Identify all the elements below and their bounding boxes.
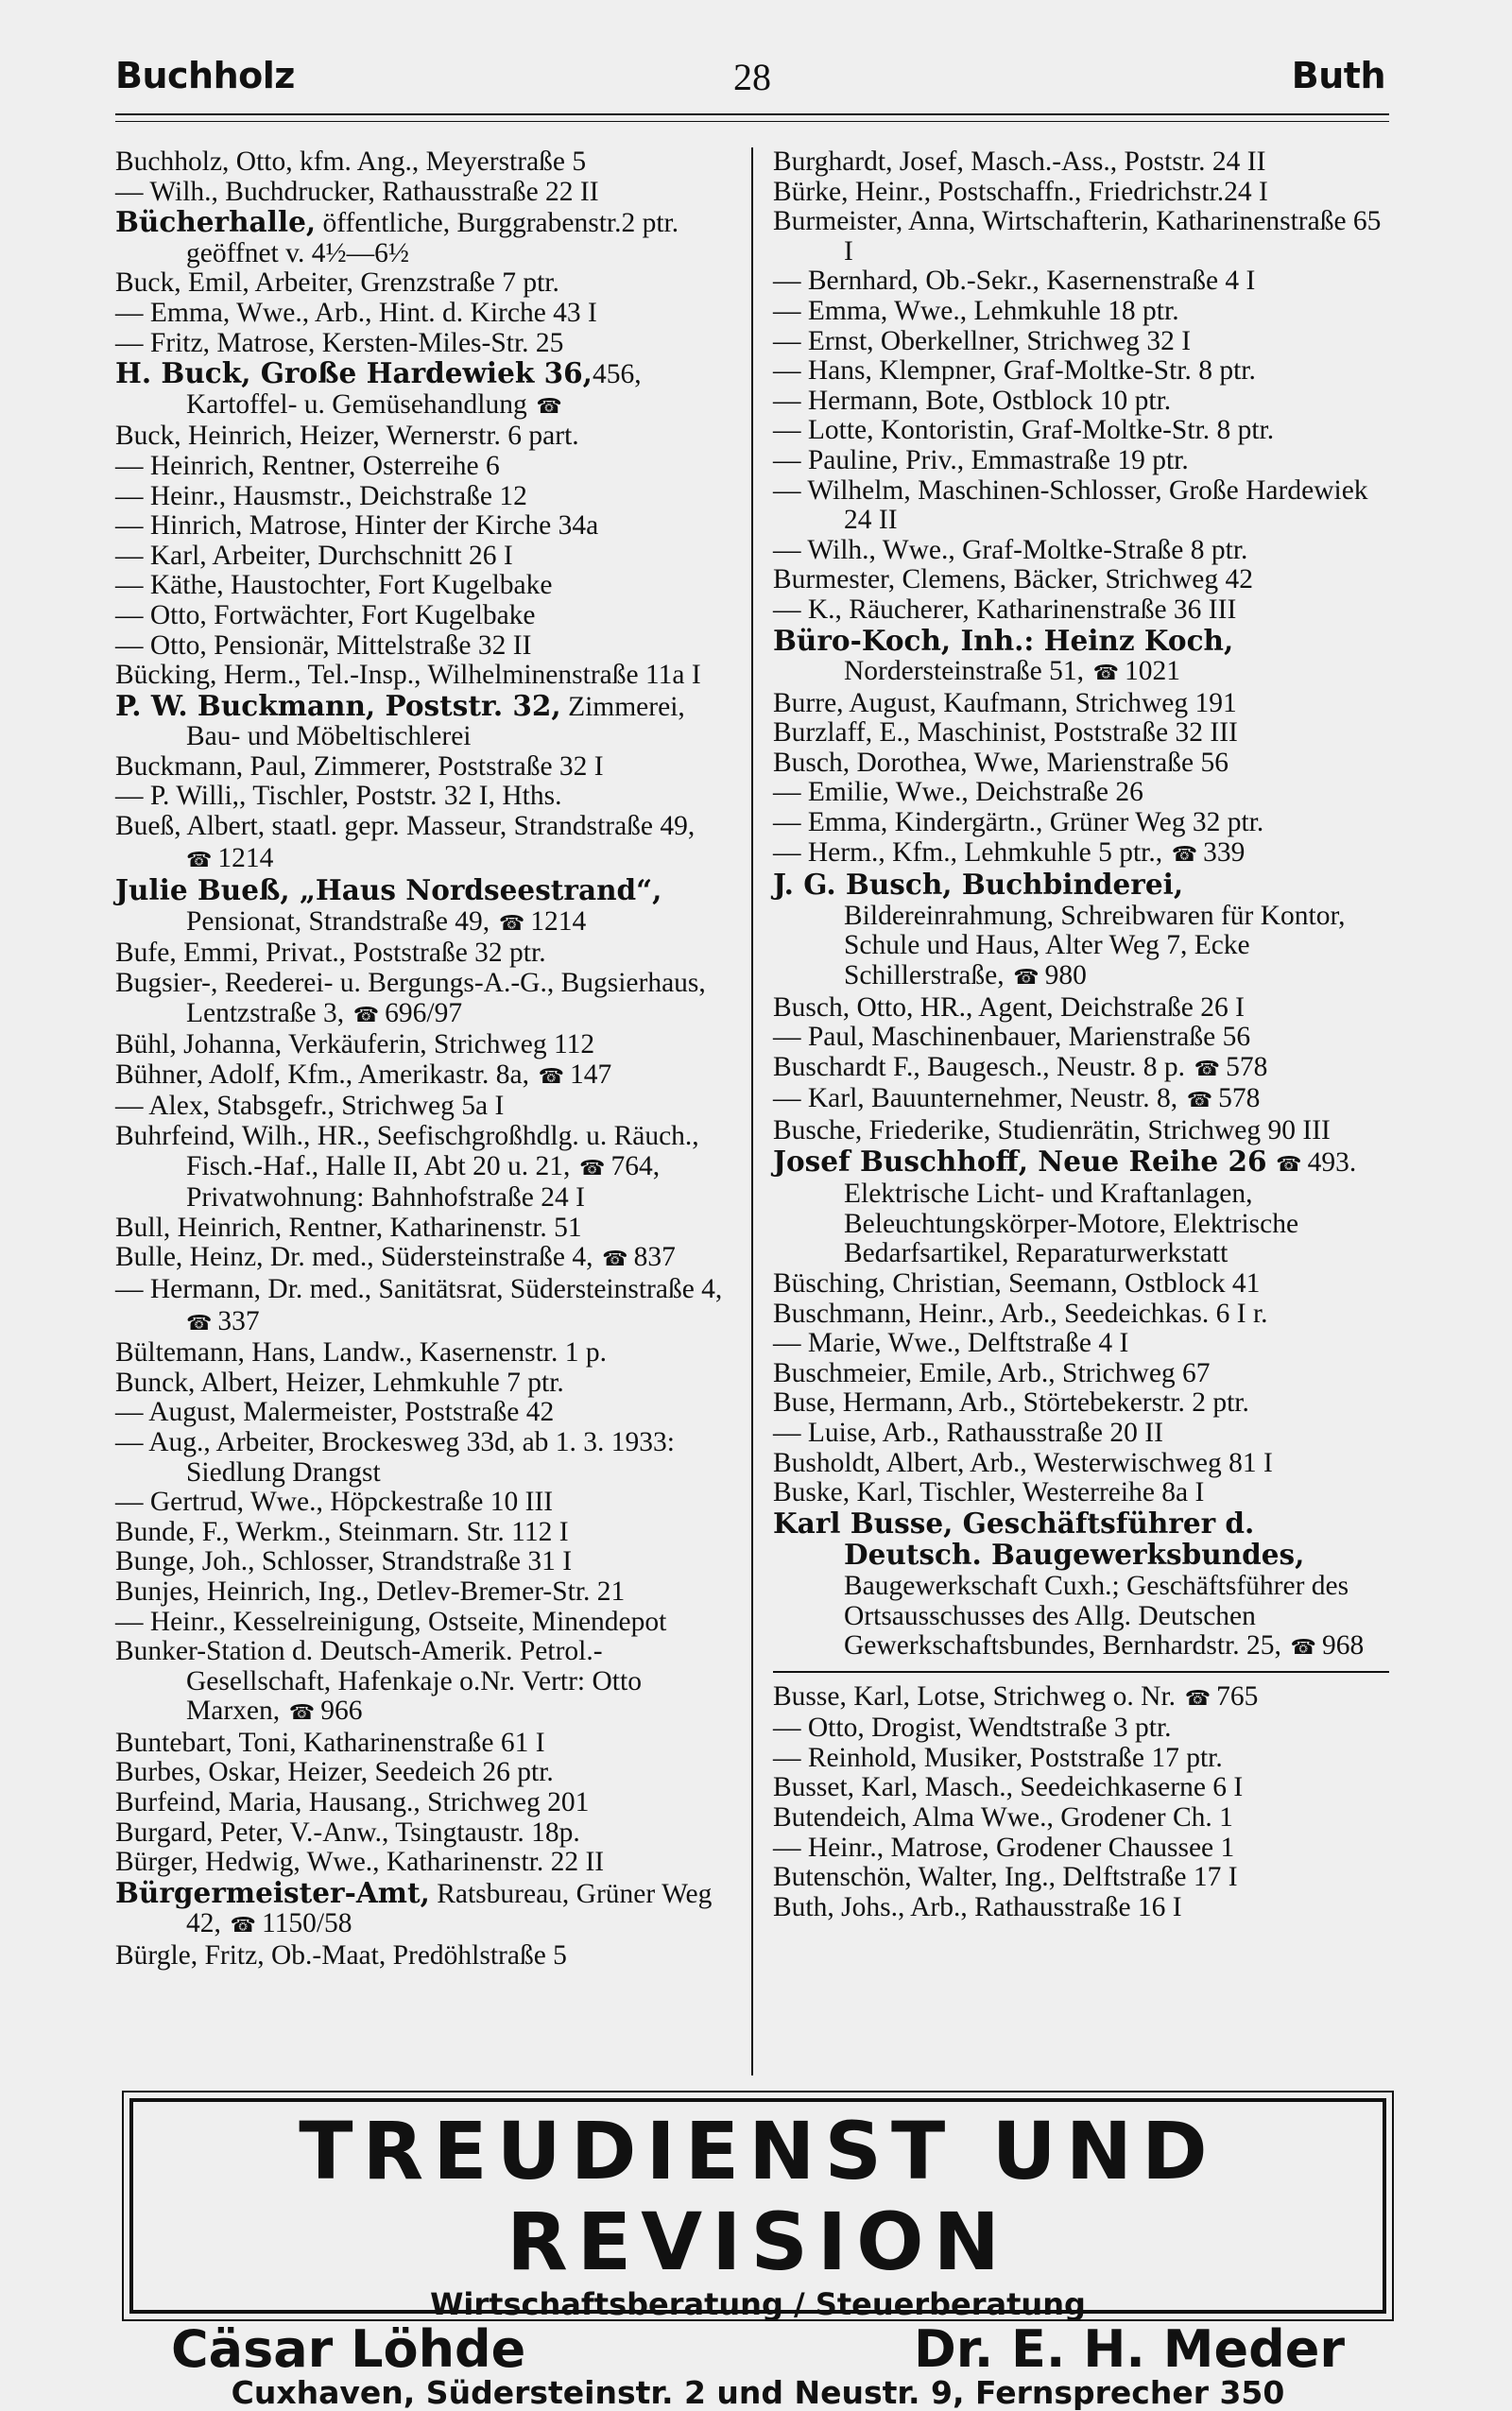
directory-entry — [115, 1214, 728, 1244]
telephone-icon: ☎ — [222, 1914, 256, 1938]
entry-text-after-phone: 966 — [320, 1696, 363, 1727]
telephone-icon: ☎ — [186, 1311, 213, 1335]
directory-entry — [773, 1714, 1389, 1744]
telephone-icon: ☎ — [528, 394, 562, 419]
entry-name: Karl Busse, Geschäftsführer d. Deutsch. Baugewerksbundes, — [773, 1506, 1305, 1572]
entry-text: Bürger, Hedwig, Wwe., Katharinenstr. 22 II — [115, 1847, 605, 1878]
directory-entry — [773, 297, 1389, 327]
entry-text: Burmeister, Anna, Wirtschafterin, Katharinenstraße 65 I — [773, 206, 1382, 267]
telephone-icon: ☎ — [1282, 1636, 1316, 1661]
ad-address: Cuxhaven, Südersteinstr. 2 und Neustr. 9, Fernsprecher 350 — [231, 2374, 1285, 2411]
directory-entry — [773, 446, 1389, 476]
entry-text: Bueß, Albert, staatl. gepr. Masseur, Strandstraße 49, — [115, 811, 696, 842]
entry-text: — Wilhelm, Maschinen-Schlosser, Große Hardewiek 24 II — [773, 474, 1368, 536]
directory-entry — [115, 147, 728, 178]
directory-entry — [115, 1577, 728, 1608]
directory-entry — [115, 1518, 728, 1548]
entry-text: Buck, Emil, Arbeiter, Grenzstraße 7 ptr. — [115, 267, 559, 299]
entry-text: — Otto, Drogist, Wendtstraße 3 ptr. — [773, 1713, 1172, 1744]
directory-entry — [115, 422, 728, 452]
directory-entry — [115, 631, 728, 662]
telephone-icon: ☎ — [1177, 1686, 1211, 1711]
entry-text-after-phone: 1021 — [1125, 656, 1181, 687]
telephone-icon: ☎ — [594, 1248, 628, 1272]
entry-text: — Emma, Wwe., Lehmkuhle 18 ptr. — [773, 295, 1179, 326]
running-head-right: Buth — [1291, 55, 1385, 96]
entry-text-after-phone: 765 — [1216, 1680, 1259, 1712]
entry-text: Bunde, F., Werkm., Steinmarn. Str. 112 I — [115, 1516, 569, 1547]
entry-text: Bücking, Herm., Tel.-Insp., Wilhelminenstraße 11a I — [115, 660, 701, 691]
directory-entry — [773, 416, 1389, 446]
entry-text: Butendeich, Alma Wwe., Grodener Ch. 1 — [773, 1802, 1233, 1834]
entry-text: — Heinrich, Rentner, Osterreihe 6 — [115, 450, 500, 481]
directory-entry — [115, 1488, 728, 1518]
entry-text: Buckmann, Paul, Zimmerer, Poststraße 32 I — [115, 750, 604, 782]
directory-entry — [773, 178, 1389, 208]
entry-text: — August, Malermeister, Poststraße 42 — [115, 1397, 555, 1428]
directory-entry — [773, 870, 1389, 992]
entry-text: — Emilie, Wwe., Deichstraße 26 — [773, 777, 1143, 808]
entry-name: H. Buck, Große Hardewiek 36, — [115, 356, 593, 390]
directory-entry — [115, 1060, 728, 1093]
directory-entry — [115, 601, 728, 631]
directory-entry — [115, 452, 728, 482]
entry-text: Nordersteinstraße 51, — [844, 656, 1084, 687]
directory-entry — [773, 1419, 1389, 1449]
telephone-icon: ☎ — [1179, 1089, 1213, 1113]
entry-text: Pensionat, Strandstraße 49, — [186, 905, 490, 937]
right-column — [773, 147, 1389, 1922]
directory-entry — [773, 808, 1389, 838]
directory-entry — [115, 1788, 728, 1818]
entry-text: — Ernst, Oberkellner, Strichweg 32 I — [773, 325, 1192, 356]
entry-text: Buntebart, Toni, Katharinenstraße 61 I — [115, 1727, 545, 1758]
directory-entry — [115, 299, 728, 329]
entry-text: Bull, Heinrich, Rentner, Katharinenstr. 51 — [115, 1212, 582, 1243]
directory-entry — [115, 358, 728, 422]
entry-text-after-phone: 1150/58 — [261, 1908, 352, 1939]
entry-text: 456, Kartoffel- u. Gemüsehandlung — [186, 359, 642, 420]
telephone-icon: ☎ — [186, 848, 213, 872]
directory-entry — [115, 1637, 728, 1729]
entry-text: — Emma, Wwe., Arb., Hint. d. Kirche 43 I — [115, 297, 597, 328]
directory-entry — [773, 1834, 1389, 1864]
directory-entry — [773, 778, 1389, 808]
directory-entry — [773, 1449, 1389, 1479]
entry-name: Julie Bueß, „Haus Nordseestrand“, — [115, 873, 662, 907]
entry-text: Busch, Dorothea, Wwe, Marienstraße 56 — [773, 747, 1228, 778]
entry-text: Burzlaff, E., Maschinist, Poststraße 32 III — [773, 717, 1238, 749]
ad-name-right: Dr. E. H. Meder — [913, 2319, 1345, 2379]
entry-text: Buse, Hermann, Arb., Störtebekerstr. 2 ptr. — [773, 1387, 1249, 1419]
directory-entry — [773, 689, 1389, 719]
entry-text: Bühner, Adolf, Kfm., Amerikastr. 8a, — [115, 1059, 529, 1090]
telephone-icon: ☎ — [530, 1064, 565, 1089]
left-column — [115, 147, 728, 1972]
page-number: 28 — [733, 56, 771, 98]
entry-text: Baugewerkschaft Cuxh.; Geschäftsführer des Ortsausschusses des Allg. Deutschen Gewerkschaftsbundes, Bernhardstr. 25, — [844, 1570, 1349, 1662]
directory-entry — [773, 718, 1389, 749]
entry-text-after-phone: 968 — [1321, 1630, 1365, 1662]
entry-text: — Wilh., Wwe., Graf-Moltke-Straße 8 ptr. — [773, 534, 1248, 565]
directory-entry — [773, 1773, 1389, 1803]
entry-text: — Fritz, Matrose, Kersten-Miles-Str. 25 — [115, 327, 564, 358]
directory-entry — [115, 812, 728, 875]
entry-text: Busse, Karl, Lotse, Strichweg o. Nr. — [773, 1680, 1177, 1712]
directory-entry — [773, 749, 1389, 779]
entry-text: Buschmann, Heinr., Arb., Seedeichkas. 6 I r. — [773, 1298, 1268, 1329]
entry-text: Buschardt F., Baugesch., Neustr. 8 p. — [773, 1051, 1185, 1082]
entry-text: — Karl, Bauunternehmer, Neustr. 8, — [773, 1083, 1178, 1114]
entry-text: — Pauline, Priv., Emmastraße 19 ptr. — [773, 444, 1189, 475]
entry-text: — Hans, Klempner, Graf-Moltke-Str. 8 ptr. — [773, 355, 1256, 387]
directory-entry — [773, 1329, 1389, 1359]
running-head-left: Buchholz — [115, 55, 295, 96]
directory-entry — [773, 1116, 1389, 1146]
entry-text: Busche, Friederike, Studienrätin, Strichweg 90 III — [773, 1115, 1331, 1145]
entry-text: Bürke, Heinr., Postschaffn., Friedrichstr.24 I — [773, 176, 1268, 207]
entry-text: Burgard, Peter, V.-Anw., Tsingtaustr. 18p. — [115, 1817, 580, 1848]
entry-text: — Aug., Arbeiter, Brockesweg 33d, ab 1. 3. 1933: Siedlung Drangst — [115, 1426, 676, 1488]
entry-text-after-phone: 696/97 — [385, 997, 463, 1028]
entry-text: Bugsier-, Reederei- u. Bergungs-A.-G., Bugsierhaus, Lentzstraße 3, — [115, 968, 706, 1028]
entry-text-after-phone: 337 — [217, 1305, 260, 1336]
directory-entry — [773, 536, 1389, 566]
entry-text: — Hermann, Bote, Ostblock 10 ptr. — [773, 385, 1172, 416]
entry-text: öffentliche, Burggrabenstr.2 ptr. geöffnet v. 4½—6½ — [186, 208, 679, 268]
directory-entry — [773, 565, 1389, 595]
telephone-icon: ☎ — [1268, 1152, 1302, 1177]
directory-entry — [773, 1803, 1389, 1834]
directory-entry — [115, 1608, 728, 1638]
entry-text: — Herm., Kfm., Lehmkuhle 5 ptr., — [773, 836, 1163, 868]
directory-entry — [773, 207, 1389, 267]
entry-text: Bunjes, Heinrich, Ing., Detlev-Bremer-Str. 21 — [115, 1576, 626, 1607]
entry-text: Bufe, Emmi, Privat., Poststraße 32 ptr. — [115, 938, 546, 969]
entry-name: Josef Buschhoff, Neue Reihe 26 — [773, 1144, 1267, 1178]
directory-entry — [773, 1893, 1389, 1923]
column-divider — [751, 147, 753, 2075]
telephone-icon: ☎ — [346, 1003, 380, 1027]
directory-entry — [773, 147, 1389, 178]
entry-text: — Hermann, Dr. med., Sanitätsrat, Südersteinstraße 4, — [115, 1273, 723, 1304]
telephone-icon: ☎ — [1187, 1057, 1221, 1081]
directory-entry — [115, 661, 728, 691]
entry-text: — K., Räucherer, Katharinenstraße 36 III — [773, 594, 1237, 625]
directory-entry — [115, 1547, 728, 1577]
entry-text: Bürgle, Fritz, Ob.-Maat, Predöhlstraße 5 — [115, 1940, 567, 1972]
directory-entry — [773, 327, 1389, 357]
ad-title: TREUDIENST UND REVISION — [299, 2105, 1217, 2288]
entry-text: Busch, Otto, HR., Agent, Deichstraße 26 I — [773, 991, 1245, 1023]
directory-entry — [115, 1398, 728, 1428]
entry-text: — Paul, Maschinenbauer, Marienstraße 56 — [773, 1022, 1251, 1053]
entry-name: Bürgermeister-Amt, — [115, 1875, 430, 1909]
entry-text: Bunck, Albert, Heizer, Lehmkuhle 7 ptr. — [115, 1367, 564, 1398]
directory-entry — [773, 1146, 1389, 1269]
directory-entry — [115, 329, 728, 359]
directory-entry — [115, 1243, 728, 1275]
entry-text: Bunge, Joh., Schlosser, Strandstraße 31 I — [115, 1546, 573, 1577]
directory-entry — [115, 1875, 728, 1941]
entry-text: Bühl, Johanna, Verkäuferin, Strichweg 112 — [115, 1029, 595, 1060]
directory-entry — [773, 1508, 1389, 1663]
entry-text: Busset, Karl, Masch., Seedeichkaserne 6 I — [773, 1772, 1244, 1803]
entry-text: Ratsbureau, Grüner Weg 42, — [186, 1878, 713, 1939]
entry-text: — Alex, Stabsgefr., Strichweg 5a I — [115, 1091, 505, 1122]
telephone-icon: ☎ — [282, 1701, 316, 1726]
entry-text-after-phone: 578 — [1226, 1051, 1268, 1082]
entry-text: Butenschön, Walter, Ing., Delftstraße 17 I — [773, 1862, 1238, 1893]
directory-entry — [773, 1478, 1389, 1508]
directory-entry — [115, 782, 728, 812]
entry-name: Bücherhalle, — [115, 205, 317, 239]
directory-entry — [115, 1758, 728, 1788]
ad-names — [133, 2319, 1383, 2379]
entry-text: — P. Willi,, Tischler, Poststr. 32 I, Hths. — [115, 781, 562, 812]
entry-name: J. G. Busch, Buchbinderei, — [773, 868, 1184, 902]
directory-entry — [115, 939, 728, 969]
directory-entry — [773, 1269, 1389, 1300]
directory-entry — [115, 178, 728, 208]
directory-entry — [115, 875, 728, 939]
directory-entry — [773, 1863, 1389, 1893]
entry-text: — Käthe, Haustochter, Fort Kugelbake — [115, 570, 553, 601]
entry-text: Burghardt, Josef, Masch.-Ass., Poststr. 24 II — [773, 146, 1266, 177]
directory-entry — [115, 1848, 728, 1878]
directory-entry — [773, 1671, 1389, 1714]
entry-text: — Heinr., Matrose, Grodener Chaussee 1 — [773, 1832, 1235, 1863]
telephone-icon: ☎ — [491, 911, 525, 936]
directory-entry — [773, 356, 1389, 387]
entry-text: Buske, Karl, Tischler, Westerreihe 8a I — [773, 1477, 1205, 1508]
entry-text: — Otto, Fortwächter, Fort Kugelbake — [115, 599, 536, 630]
entry-text: Bulle, Heinz, Dr. med., Südersteinstraße 4, — [115, 1242, 593, 1273]
directory-entry — [115, 1428, 728, 1488]
directory-entry — [115, 207, 728, 268]
entry-text: — Emma, Kindergärtn., Grüner Weg 32 ptr. — [773, 807, 1264, 838]
header-rule — [115, 113, 1389, 115]
directory-entry — [115, 1941, 728, 1972]
directory-entry — [115, 268, 728, 299]
entry-text-after-phone: 764, Privatwohnung: Bahnhofstraße 24 I — [186, 1150, 661, 1214]
entry-text: Burre, August, Kaufmann, Strichweg 191 — [773, 687, 1237, 718]
directory-entry — [115, 1729, 728, 1759]
entry-text: Buchholz, Otto, kfm. Ang., Meyerstraße 5 — [115, 146, 587, 177]
entry-text: Buhrfeind, Wilh., HR., Seefischgroßhdlg. u. Räuch., Fisch.-Haf., Halle II, Abt 20 u. 21, — [115, 1121, 699, 1181]
directory-entry — [115, 1275, 728, 1338]
directory-entry — [773, 1023, 1389, 1053]
directory-entry — [115, 1338, 728, 1369]
entry-text: Buschmeier, Emile, Arb., Strichweg 67 — [773, 1357, 1211, 1388]
entry-name: Büro-Koch, Inh.: Heinz Koch, — [773, 623, 1234, 657]
directory-entry — [773, 1359, 1389, 1389]
directory-entry — [773, 595, 1389, 626]
directory-entry — [115, 511, 728, 542]
entry-text: — Lotte, Kontoristin, Graf-Moltke-Str. 8 ptr. — [773, 415, 1275, 446]
entry-text-after-phone: 1214 — [530, 905, 587, 937]
entry-text-after-phone: 493. Elektrische Licht- und Kraftanlagen, Beleuchtungskörper-Motore, Elektrische Bedarfsartikel, Reparaturwerkstatt — [844, 1146, 1357, 1269]
entry-text: Zimmerei, Bau- und Möbeltischlerei — [186, 691, 685, 752]
directory-entry — [115, 752, 728, 783]
directory-entry — [773, 387, 1389, 417]
directory-entry — [115, 969, 728, 1030]
entry-text: — Marie, Wwe., Delftstraße 4 I — [773, 1328, 1129, 1359]
header-rule-thin — [115, 121, 1389, 122]
directory-entry — [773, 1053, 1389, 1085]
directory-entry — [115, 1030, 728, 1060]
entry-text: Bunker-Station d. Deutsch-Amerik. Petrol.-Gesellschaft, Hafenkaje o.Nr. Vertr: Otto Marxen, — [115, 1636, 642, 1727]
entry-text: — Gertrud, Wwe., Höpckestraße 10 III — [115, 1487, 554, 1518]
directory-entry — [773, 1084, 1389, 1116]
directory-entry — [773, 1744, 1389, 1774]
entry-text: Busholdt, Albert, Arb., Westerwischweg 81 I — [773, 1447, 1273, 1478]
ad-name-left: Cäsar Löhde — [171, 2319, 526, 2379]
entry-text: Burbes, Oskar, Heizer, Seedeich 26 ptr. — [115, 1757, 554, 1788]
telephone-icon: ☎ — [1085, 662, 1120, 686]
directory-entry — [115, 1122, 728, 1214]
entry-text: — Otto, Pensionär, Mittelstraße 32 II — [115, 629, 532, 661]
telephone-icon: ☎ — [572, 1156, 606, 1180]
entry-text: Burfeind, Maria, Hausang., Strichweg 201 — [115, 1787, 590, 1818]
entry-text: — Luise, Arb., Rathausstraße 20 II — [773, 1417, 1163, 1448]
entry-text-after-phone: 837 — [633, 1242, 676, 1273]
entry-text: — Bernhard, Ob.-Sekr., Kasernenstraße 4 I — [773, 266, 1256, 297]
directory-entry — [773, 993, 1389, 1024]
entry-text: — Wilh., Buchdrucker, Rathausstraße 22 II — [115, 176, 599, 207]
entry-text: — Heinr., Kesselreinigung, Ostseite, Minendepot — [115, 1606, 667, 1637]
entry-text: Bildereinrahmung, Schreibwaren für Kontor, Schule und Haus, Alter Weg 7, Ecke Schillerstraße, — [844, 900, 1346, 991]
directory-entry — [115, 571, 728, 601]
entry-text: Burmester, Clemens, Bäcker, Strichweg 42 — [773, 564, 1254, 595]
entry-text: Buck, Heinrich, Heizer, Wernerstr. 6 part. — [115, 421, 579, 452]
directory-entry — [115, 1092, 728, 1122]
directory-entry — [115, 1818, 728, 1849]
entry-text-after-phone: 578 — [1218, 1083, 1261, 1114]
entry-text: — Heinr., Hausmstr., Deichstraße 12 — [115, 480, 527, 511]
telephone-icon: ☎ — [1164, 842, 1198, 867]
directory-entry — [115, 1369, 728, 1399]
directory-entry — [773, 267, 1389, 297]
entry-text-after-phone: 339 — [1203, 836, 1246, 868]
directory-entry — [773, 476, 1389, 536]
directory-entry — [773, 623, 1389, 689]
entry-text-after-phone: 980 — [1044, 960, 1087, 991]
entry-text: Bültemann, Hans, Landw., Kasernenstr. 1 p. — [115, 1337, 607, 1369]
directory-entry — [115, 542, 728, 572]
advertisement-box — [129, 2098, 1386, 2411]
entry-text: — Karl, Arbeiter, Durchschnitt 26 I — [115, 540, 513, 571]
directory-entry — [773, 1388, 1389, 1419]
entry-name: P. W. Buckmann, Poststr. 32, — [115, 688, 561, 722]
directory-entry — [115, 688, 728, 752]
entry-text: Büsching, Christian, Seemann, Ostblock 41 — [773, 1267, 1261, 1299]
telephone-icon: ☎ — [1005, 966, 1040, 990]
entry-text-after-phone: 1214 — [217, 842, 274, 873]
directory-entry — [115, 482, 728, 512]
entry-text: — Hinrich, Matrose, Hinter der Kirche 34a — [115, 510, 599, 542]
directory-entry — [773, 838, 1389, 870]
ad-subtitle: Wirtschaftsberatung / Steuerberatung — [430, 2286, 1086, 2322]
entry-text: Buth, Johs., Arb., Rathausstraße 16 I — [773, 1891, 1182, 1922]
directory-entry — [773, 1300, 1389, 1330]
entry-text: — Reinhold, Musiker, Poststraße 17 ptr. — [773, 1742, 1223, 1773]
entry-text-after-phone: 147 — [570, 1059, 612, 1090]
